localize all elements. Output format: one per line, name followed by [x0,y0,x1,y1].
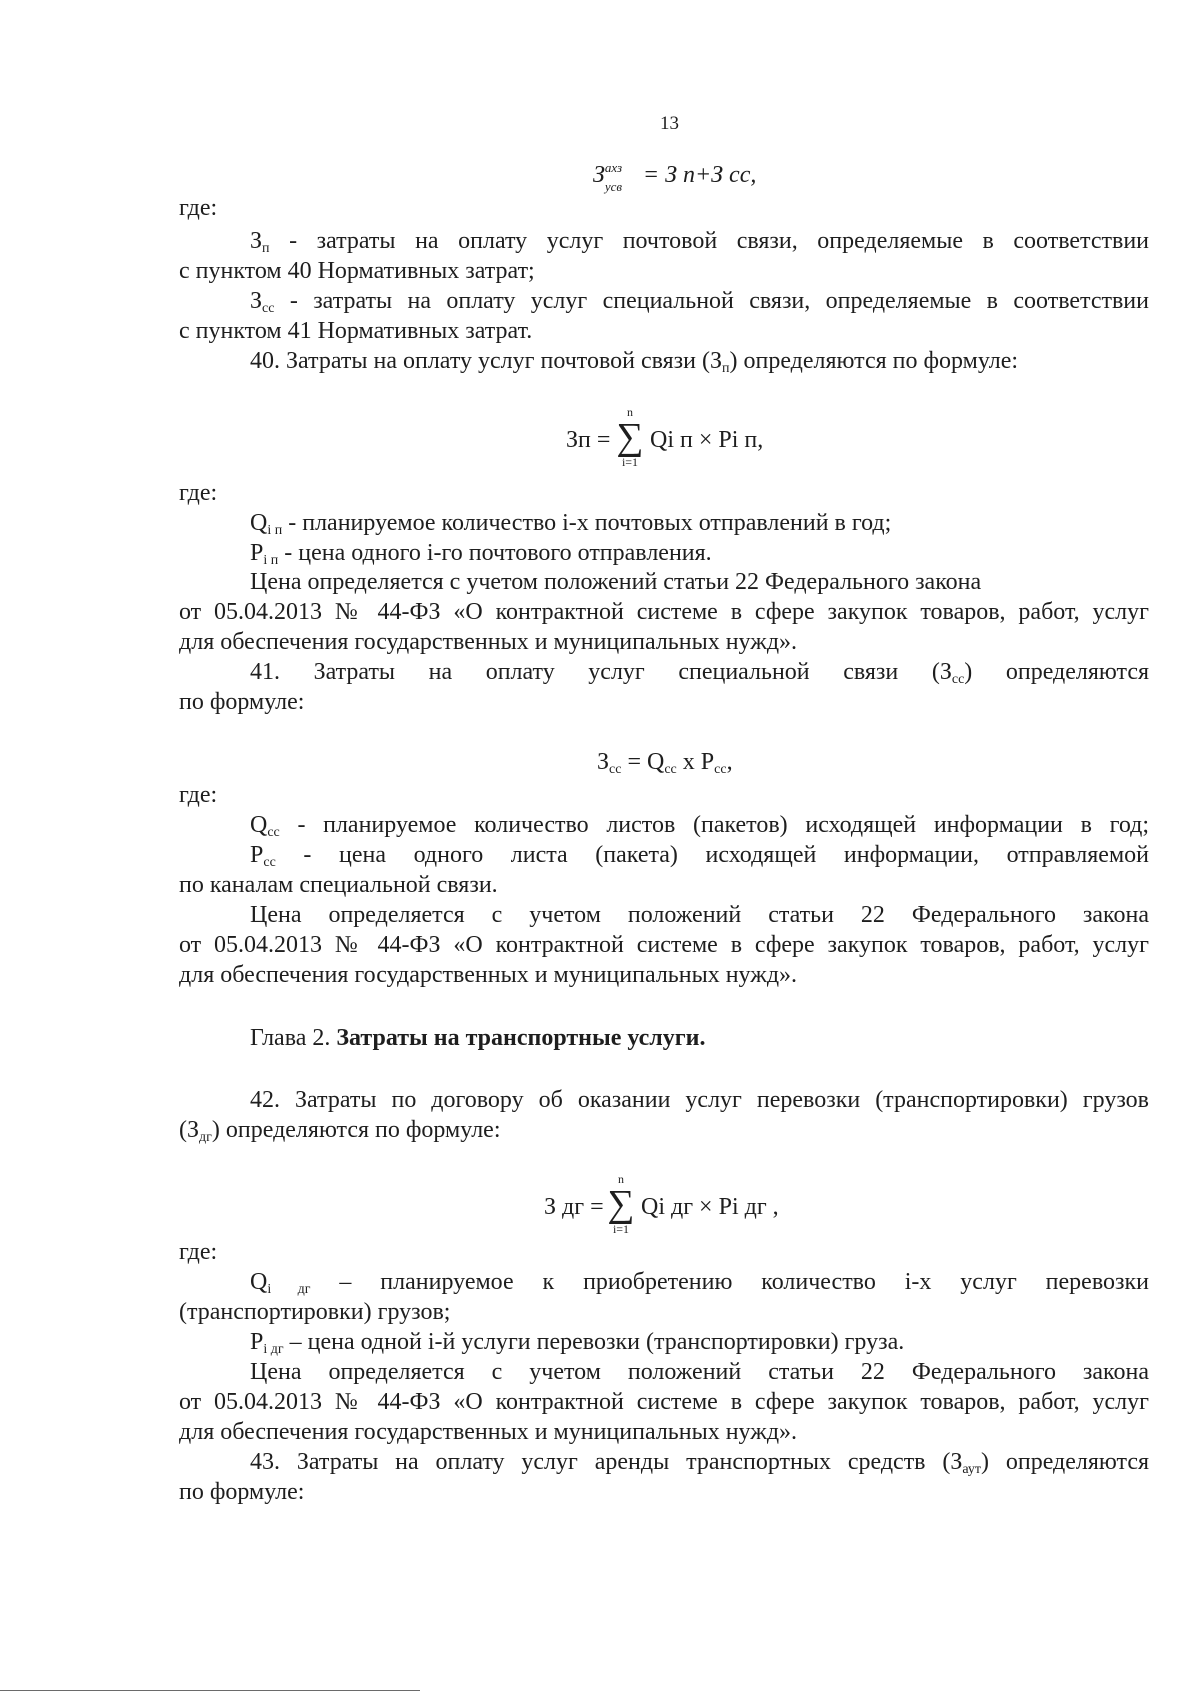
formula-postal-lhs: Зп = [566,427,611,453]
formula-cargo-lhs: З дг = [544,1194,604,1220]
point-43-line1: 43. Затраты на оплату услуг аренды транспортных средств $(З_{аут})$ определяются [250,1449,1150,1477]
point-43-line2: по формуле: [179,1479,305,1505]
def-qidg-line1: $Q_{i дг}$ – планируемое к приобретению количество i-х услуг перевозки [250,1269,1149,1297]
point-40: 40. Затраты на оплату услуг почтовой связи $(З_п)$ определяются по формуле: [250,348,1019,376]
page-number: 13 [660,113,679,134]
def-qidg-line2: (транспортировки) грузов; [179,1299,451,1325]
point-42-line1: 42. Затраты по договору об оказании услуг перевозки (транспортировки) грузов [250,1087,1149,1113]
formula-rhs: = З п+З сс, [642,162,757,188]
point-41-line2: по формуле: [179,689,305,715]
formula-total-cost: З ахз усв = З п+З сс, [593,160,757,194]
def-pin: $P_{i п}$ - цена одного i-го почтового отправления. [250,540,712,568]
def-pcc-line1: $P_{сс}$ - цена одного листа (пакета) исходящей информации, отправляемой [250,842,1149,870]
def-zp-line2: с пунктом 40 Нормативных затрат; [179,258,535,284]
formula-cargo [544,1194,604,1221]
formula-cargo-sum-icon: n ∑ i=1 [607,1172,635,1236]
law-ref-3-line2: от 05.04.2013 № 44-ФЗ «О контрактной системе в сфере закупок товаров, работ, услуг [179,1389,1149,1415]
formula-cargo-rhs: Qi дг × Pi дг , [641,1194,779,1220]
def-zp-line1: $З_п$ - затраты на оплату услуг почтовой связи, определяемые в соответствии [250,228,1149,256]
law-ref-2-line1: Цена определяется с учетом положений статьи 22 Федерального закона [250,902,1149,928]
def-pcc-line2: по каналам специальной связи. [179,872,498,898]
formula-lhs: З [593,162,605,188]
bottom-scan-rule [0,1690,420,1691]
law-ref-3-line1: Цена определяется с учетом положений статьи 22 Федерального закона [250,1359,1149,1385]
def-qcc: $Q_{сс}$ - планируемое количество листов (пакетов) исходящей информации в год; [250,812,1149,840]
law-ref-2-line3: для обеспечения государственных и муниципальных нужд». [179,962,798,988]
formula-postal [566,427,610,454]
formula-special: $З_{сс} = Q_{сс}$ x $P_{сс}$, [597,749,733,777]
where-label-1: где: [179,195,218,221]
chapter-heading: Глава 2. Затраты на транспортные услуги. [250,1025,706,1051]
def-zcc-line1: $З_{сс}$ - затраты на оплату услуг специальной связи, определяемые в соответствии [250,288,1149,316]
where-label-2: где: [179,480,218,506]
formula-lhs-sub: усв [604,179,623,194]
law-ref-1-line1: Цена определяется с учетом положений статьи 22 Федерального закона [250,569,982,595]
def-zcc-line2: с пунктом 41 Нормативных затрат. [179,318,533,344]
where-label-3: где: [179,782,218,808]
point-41-line1: 41. Затраты на оплату услуг специальной связи $(З_{сс})$ определяются [250,659,1150,687]
def-pidg: $P_{i дг}$ – цена одной i-й услуги перевозки (транспортировки) груза. [250,1329,905,1357]
where-label-4: где: [179,1239,218,1265]
law-ref-1-line2: от 05.04.2013 № 44-ФЗ «О контрактной системе в сфере закупок товаров, работ, услуг [179,599,1149,625]
law-ref-2-line2: от 05.04.2013 № 44-ФЗ «О контрактной системе в сфере закупок товаров, работ, услуг [179,932,1149,958]
law-ref-1-line3: для обеспечения государственных и муниципальных нужд». [179,629,798,655]
law-ref-3-line3: для обеспечения государственных и муниципальных нужд». [179,1419,798,1445]
formula-postal-rhs: Qi п × Pi п, [650,427,764,453]
def-qin: $Q_{i п}$ - планируемое количество i-х почтовых отправлений в год; [250,510,892,538]
formula-postal-sum-icon: n ∑ i=1 [616,405,644,469]
point-42-line2: $(З_{дг})$ определяются по формуле: [179,1117,501,1145]
